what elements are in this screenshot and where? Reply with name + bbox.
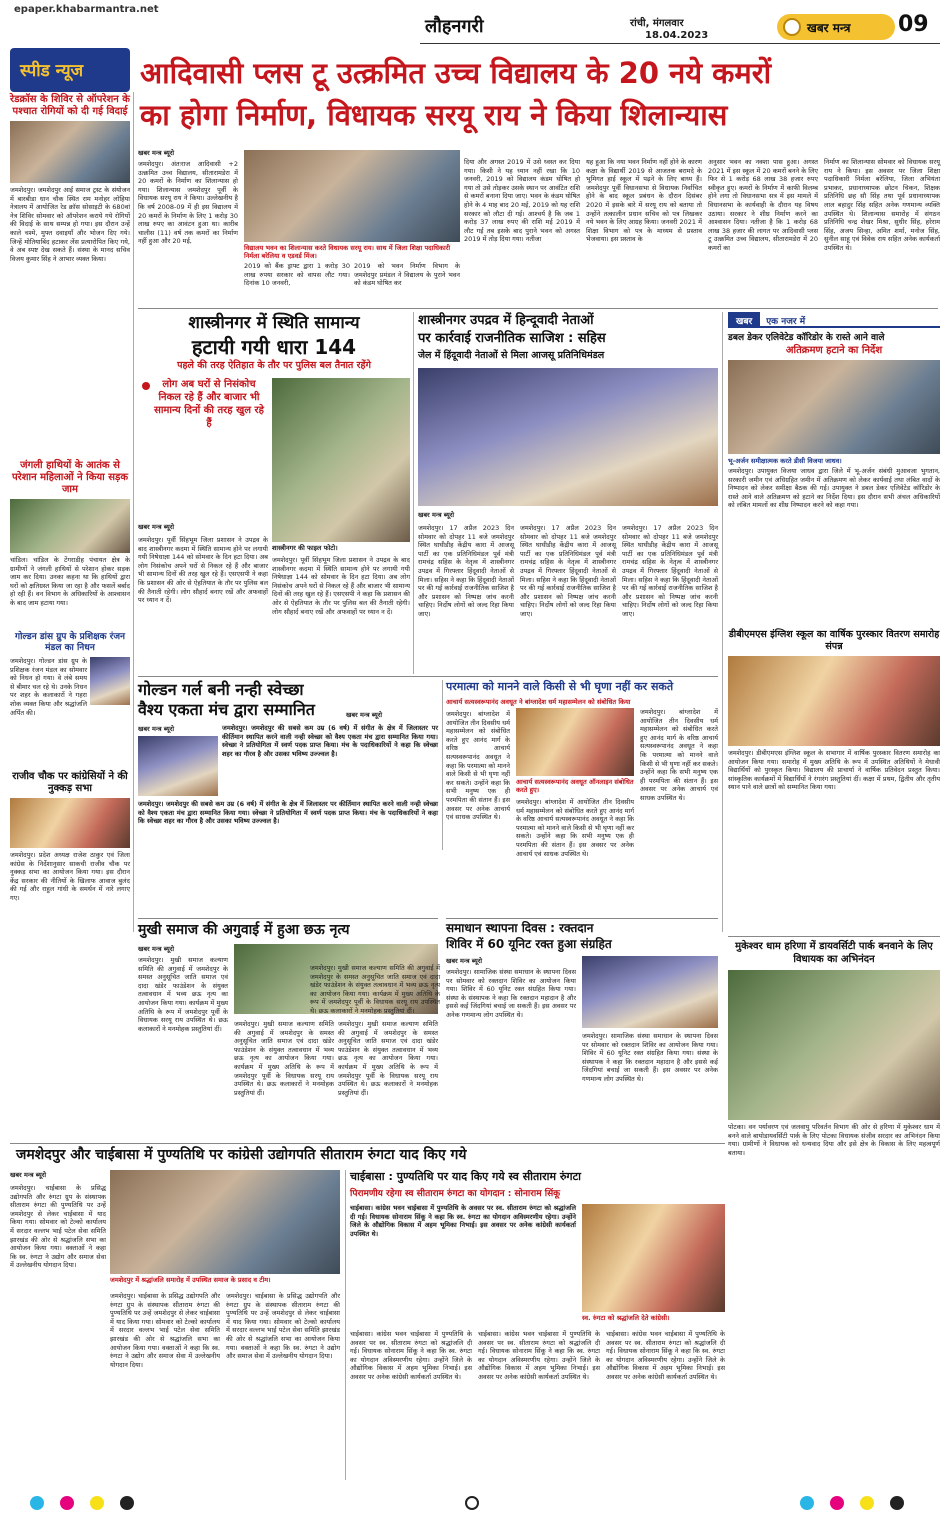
elevated-corridor-headline-1: डबल डेकर एलिवेटेड कॉरिडोर के रास्ते आने वाले — [728, 333, 885, 343]
mukhi-text-4: जमशेदपुर। मुखी समाज कल्याण समिति की अगुवाई में जमशेदपुर के समस्त अनुसूचित जाति समाज एवं दादा खंडेर फाउंडेशन के संयुक्त तत्वावधान में भव्य छऊ नृत्य का आयोजन किया गया। कार्यक्रम में मुख्य अतिथि के रूप में जमशेदपुर पूर्वी के विधायक सरयू राय उपस्थित थे। छऊ कलाकारों ने मनमोहक प्रस्तुतियां दीं। — [310, 964, 440, 1015]
golden-byline: खबर मन्त्र ब्यूरो — [138, 725, 175, 733]
chaibasa-text-1: चाईबासा। कांग्रेस भवन चाईबासा में पुण्यतिथि के अवसर पर स्व. सीताराम रुंगटा को श्रद्धांजलि दी गई। विधायक सोनाराम सिंकू ने कहा कि स्व. रुंगटा का योगदान अविस्मरणीय रहेगा। उन्होंने जिले के औद्योगिक विकास में अहम भूमिका निभाई। इस अवसर पर अनेक कांग्रेसी कार्यकर्ता उपस्थित थे। — [350, 1204, 576, 1238]
hindu-text-2: जमशेदपुर। 17 अप्रैल 2023 दिन सोमवार को दोपहर 11 बजे जमशेदपुर स्थित घाघीडीह केंद्रीय कारा में आजसू पार्टी का एक प्रतिनिधिमंडल पूर्व मंत्री रामचंद्र सहिस के नेतृत्व में शास्त्रीनगर उपद्रव में गिरफ्तार हिंदूवादी नेताओं से मिला। सहिस ने कहा कि हिंदूवादी नेताओं पर की गई कार्रवाई राजनीतिक साजिश है और प्रशासन को निष्पक्ष जांच करनी चाहिए। निर्दोष लोगों को जल्द रिहा किया जाए। — [520, 524, 616, 618]
rungta-story — [10, 1170, 725, 1480]
black-mark-right-icon — [890, 1496, 904, 1510]
shastri-photo-caption: शास्त्रीनगर की फाइल फोटो। — [272, 544, 338, 552]
shastri-story — [138, 312, 410, 672]
corridor-caption: भू-अर्जन समीक्षात्मक करते डीसी विजया जाधव। — [728, 457, 842, 465]
lead-col-3: 2019 को भवन निर्माण विभाग के जमशेदपुर प्रमंडल ने विद्यालय के पुराने भवन को कंडम घोषित कर — [354, 262, 460, 288]
parmatma-text-left: जमशेदपुर। बांग्लादेश में आयोजित तीन दिवसीय धर्म महासम्मेलन को संबोधित करते हुए आनंद मार्ग के वरिष्ठ आचार्य सत्यस्वरूपानंद अवधूत ने कहा कि परमात्मा को मानने वाले किसी से भी घृणा नहीं कर सकते। उन्होंने कहा कि सभी मनुष्य एक ही परमपिता की संतान हैं। इस अवसर पर अनेक आचार्य एवं साधक उपस्थित थे। — [446, 710, 510, 822]
redcross-photo — [10, 121, 130, 183]
shastri-pullquote-text: लोग अब घरों से निसंकोच निकल रहे हैं और बाजार भी सामान्य दिनों की तरह खुल रहे हैं — [154, 379, 264, 429]
parmatma-subhead: आचार्य सत्यस्वरूपानंद अवधूत ने बांग्लादेश धर्म महासम्मेलन को संबोधित किया — [446, 698, 631, 706]
shastri-headline-2: हटायी गयी धारा 144 — [191, 335, 357, 359]
mukhi-headline: मुखी समाज की अगुवाई में हुआ छऊ नृत्य — [138, 922, 350, 938]
dbms-headline: डीबीएमएस इंग्लिश स्कूल का वार्षिक पुरस्कार वितरण समारोह संपन्न — [728, 629, 940, 652]
page-number: 09 — [898, 12, 929, 37]
lead-col-1: जमशेदपुर। अंतःराज आदिवासी +2 उत्क्रमित उच्च विद्यालय, सीतारामडेरा में 20 कमरों के निर्माण का शिलान्यास हो गया। शिलान्यास जमशेदपुर पूर्वी के विधायक सरयू राय ने किया। उल्लेखनीय है कि वर्ष 2008-09 में ही इस विद्यालय में 20 कमरों के निर्माण के लिए 1 करोड़ 30 लाख रुपए का आवंटन हुआ था। कारीब चालीस (11) वर्ष तक कमरों का निर्माण नहीं हुआ और 20 मई, — [138, 160, 238, 246]
shastri-pullquote — [138, 378, 268, 478]
story-rajiv-chowk-text: जमशेदपुर। प्रदेश अध्यक्ष राजेश ठाकुर एवं जिला कांग्रेस के निर्देशानुसार साकची राजीव चौक पर नुक्कड़ सभा का आयोजन किया गया। इस दौरान केंद्र सरकार की नीतियों के खिलाफ आवाज बुलंद की गई और राहुल गांधी के समर्थन में नारे लगाए गए। — [10, 851, 130, 902]
footer-marks — [0, 1492, 945, 1517]
ranjan-mandal-photo — [90, 657, 130, 705]
story-golden-dance-text: जमशेदपुर। गोल्डन डांस ग्रुप के प्रशिक्षक रंजन मंडल का सोमवार को निधन हो गया। वे लंबे समय से बीमार चल रहे थे। उनके निधन पर शहर के कलाकारों ने गहरा शोक व्यक्त किया और श्रद्धांजलि अर्पित की। — [10, 657, 87, 717]
lead-col-7: निर्माण का शिलान्यास सोमवार को विधायक सरयू राय ने किया। इस अवसर पर जिला शिक्षा पदाधिकारी निर्मला बरेलिया, जिला अभियंता प्रभाकर, प्रधानाध्यापक छोटन चिकन, शिक्षक प्रतिनिधि छह सौ सिंह तथा पूर्व प्रधानाध्यापक लाल बहादुर सिंह सहित अनेक गणमान्य व्यक्ति उपस्थित थे। शिलान्यास समारोह में संगठन प्रतिनिधि चन्द्र शेखर मिश्रा, सुधीर सिंह, हरेराम सिंह, अजय सिन्हा, अमित शर्मा, मनोज सिंह, सुनील साहू एवं विवेक राय सहित अनेक कार्यकर्ता उपस्थित थे। — [824, 158, 940, 252]
hindu-text-1: जमशेदपुर। 17 अप्रैल 2023 दिन सोमवार को दोपहर 11 बजे जमशेदपुर स्थित घाघीडीह केंद्रीय कारा में आजसू पार्टी का एक प्रतिनिधिमंडल पूर्व मंत्री रामचंद्र सहिस के नेतृत्व में शास्त्रीनगर उपद्रव में गिरफ्तार हिंदूवादी नेताओं से मिला। सहिस ने कहा कि हिंदूवादी नेताओं पर की गई कार्रवाई राजनीतिक साजिश है और प्रशासन को निष्पक्ष जांच करनी चाहिए। निर्दोष लोगों को जल्द रिहा किया जाए। — [418, 524, 514, 618]
samadhan-text-1: जमशेदपुर। सामाजिक संस्था समाधान के स्थापना दिवस पर सोमवार को रक्तदान शिविर का आयोजन किया गया। शिविर में 60 यूनिट रक्त संग्रहित किया गया। संस्था के संस्थापक ने कहा कि रक्तदान महादान है और इससे कई जिंदगियां बचाई जा सकती हैं। इस अवसर पर अनेक गणमान्य लोग उपस्थित थे। — [446, 968, 576, 1019]
golden-story — [138, 680, 438, 916]
chaibasa-subhead: पिरामणीय रहेगा स्व सीताराम रुंगटा का योगदान : सोनाराम सिंकू — [350, 1189, 561, 1199]
rungta-text-1: जमशेदपुर। चाईबासा के प्रसिद्ध उद्योगपति और रुंगटा ग्रुप के संस्थापक सीताराम रुंगटा की पुण्यतिथि पर उन्हें जमशेदपुर से लेकर चाईबासा में याद किया गया। सोमवार को टेल्को कार्यालय में सरदार वल्लभ भाई पटेल सेवा समिति झारखंड की ओर से श्रद्धांजलि सभा का आयोजन किया गया। वक्ताओं ने कहा कि स्व. रुंगटा ने उद्योग और समाज सेवा में उल्लेखनीय योगदान दिया। — [10, 1184, 106, 1270]
lead-headline-2: का होगा निर्माण, विधायक सरयू राय ने किया शिलान्यास — [140, 98, 728, 132]
samadhan-headline-1: समाधान स्थापना दिवस : रक्तदान — [446, 921, 594, 935]
story-elephant-headline: जंगली हाथियों के आतंक से परेशान महिलाओं ने किया सड़क जाम — [11, 460, 129, 495]
hindu-story — [418, 312, 718, 672]
samadhan-headline-2: शिविर में 60 यूनिट रक्त हुआ संग्रहित — [446, 937, 612, 951]
dbms-text: जमशेदपुर। डीबीएमएस इंग्लिश स्कूल के सभागार में वार्षिक पुरस्कार वितरण समारोह का आयोजन किया गया। समारोह में मुख्य अतिथि के रूप में उपस्थित अतिथियों ने मेधावी विद्यार्थियों को पुरस्कृत किया। विद्यालय की प्राचार्या ने वार्षिक प्रतिवेदन प्रस्तुत किया। सांस्कृतिक कार्यक्रमों में विद्यार्थियों ने रंगारंग प्रस्तुतियां दीं। कक्षा में प्रथम, द्वितीय और तृतीय स्थान पाने वाले छात्रों को सम्मानित किया गया। — [728, 749, 940, 792]
golden-photo — [138, 736, 218, 796]
magenta-mark-icon — [60, 1496, 74, 1510]
chaibasa-text-4: चाईबासा। कांग्रेस भवन चाईबासा में पुण्यतिथि के अवसर पर स्व. सीताराम रुंगटा को श्रद्धांजलि दी गई। विधायक सोनाराम सिंकू ने कहा कि स्व. रुंगटा का योगदान अविस्मरणीय रहेगा। उन्होंने जिले के औद्योगिक विकास में अहम भूमिका निभाई। इस अवसर पर अनेक कांग्रेसी कार्यकर्ता उपस्थित थे। — [606, 1330, 725, 1381]
parmatma-photo — [516, 708, 634, 776]
issue-date: 18.04.2023 — [645, 30, 709, 41]
lead-byline: खबर मन्त्र ब्यूरो — [138, 149, 175, 157]
hindu-headline-1: शास्त्रीनगर उपद्रव में हिन्दूवादी नेताओं — [418, 313, 594, 328]
shastri-subhead: पहले की तरह ऐतिहात के तौर पर पुलिस बल तैनात रहेंगे — [177, 360, 371, 371]
golden-text-2: जमशेदपुर। जमशेदपुर की सबसे कम उम्र (6 वर्ष) में संगीत के क्षेत्र में जिलास्तर पर कीर्तिमान स्थापित करने वाली नन्ही स्वेच्छा को वैश्य एकता मंच द्वारा सम्मानित किया गया। स्वेच्छा ने प्रतियोगिता में स्वर्ण पदक प्राप्त किया। मंच के पदाधिकारियों ने कहा कि स्वेच्छा शहर का गौरव है और उसका भविष्य उज्ज्वल है। — [138, 800, 438, 826]
parmatma-headline: परमात्मा को मानने वाले किसी से भी घृणा नहीं कर सकते — [446, 680, 674, 693]
crosshair-icon — [465, 1496, 479, 1510]
yellow-mark-right-icon — [860, 1496, 874, 1510]
yellow-mark-icon — [90, 1496, 104, 1510]
site-url[interactable]: epaper.khabarmantra.net — [14, 4, 159, 15]
mukhi-text-2: जमशेदपुर। मुखी समाज कल्याण समिति की अगुवाई में जमशेदपुर के समस्त अनुसूचित जाति समाज एवं दादा खंडेर फाउंडेशन के संयुक्त तत्वावधान में भव्य छऊ नृत्य का आयोजन किया गया। कार्यक्रम में मुख्य अतिथि के रूप में जमशेदपुर पूर्वी के विधायक सरयू राय उपस्थित थे। छऊ कलाकारों ने मनमोहक प्रस्तुतियां दीं। — [234, 1020, 334, 1097]
brand-logo-icon — [783, 18, 801, 36]
black-mark-icon — [120, 1496, 134, 1510]
mukesh-text: पोटका। वन पर्यावरण एवं जलवायु परिवर्तन विभाग की ओर से हरिणा में मुकेश्वर धाम में बनने वाले बायोडायवर्सिटी पार्क के लिए पोटका विधायक संजीव सरदार का अभिनंदन किया गया। ग्रामीणों ने विधायक को धन्यवाद दिया और इसे क्षेत्र के विकास के लिए महत्वपूर्ण बताया। — [728, 1123, 940, 1157]
samadhan-text-2: जमशेदपुर। सामाजिक संस्था समाधान के स्थापना दिवस पर सोमवार को रक्तदान शिविर का आयोजन किया गया। शिविर में 60 यूनिट रक्त संग्रहित किया गया। संस्था के संस्थापक ने कहा कि रक्तदान महादान है और इससे कई जिंदगियां बचाई जा सकती हैं। इस अवसर पर अनेक गणमान्य लोग उपस्थित थे। — [582, 1032, 718, 1083]
khabar-tag-2: एक नजर में — [760, 312, 940, 328]
dbms-photo — [728, 656, 940, 746]
parmatma-text-1: जमशेदपुर। बांग्लादेश में आयोजित तीन दिवसीय धर्म महासम्मेलन को संबोधित करते हुए आनंद मार्ग के वरिष्ठ आचार्य सत्यस्वरूपानंद अवधूत ने कहा कि परमात्मा को मानने वाले किसी से भी घृणा नहीं कर सकते। उन्होंने कहा कि सभी मनुष्य एक ही परमपिता की संतान हैं। इस अवसर पर अनेक आचार्य एवं साधक उपस्थित थे। — [640, 708, 718, 802]
mukhi-text-1: जमशेदपुर। मुखी समाज कल्याण समिति की अगुवाई में जमशेदपुर के समस्त अनुसूचित जाति समाज एवं दादा खंडेर फाउंडेशन के संयुक्त तत्वावधान में भव्य छऊ नृत्य का आयोजन किया गया। कार्यक्रम में मुख्य अतिथि के रूप में जमशेदपुर पूर्वी के विधायक सरयू राय उपस्थित थे। छऊ कलाकारों ने मनमोहक प्रस्तुतियां दीं। — [138, 956, 228, 1033]
story-redcross-headline: रेडक्रॉस के शिविर से ऑपरेशन के पश्चात रोगियों को दी गई विदाई — [10, 94, 130, 117]
lead-col-2: 2019 को बैंक ड्राफ्ट द्वारा 1 करोड़ 30 लाख रुपया सरकार को वापस लौट गया। दिनांक 10 जनवरी, — [244, 262, 350, 288]
shastri-headline-1: शास्त्रीनगर में स्थिति सामान्य — [188, 313, 360, 333]
golden-text: जमशेदपुर। जमशेदपुर की सबसे कम उम्र (6 वर्ष) में संगीत के क्षेत्र में जिलास्तर पर कीर्तिमान स्थापित करने वाली नन्ही स्वेच्छा को वैश्य एकता मंच द्वारा सम्मानित किया गया। स्वेच्छा ने प्रतियोगिता में स्वर्ण पदक प्राप्त किया। मंच के पदाधिकारियों ने कहा कि स्वेच्छा शहर का गौरव है और उसका भविष्य उज्ज्वल है। — [222, 724, 438, 758]
story-rajiv-chowk-headline: राजीव चौक पर कांग्रेसियों ने की नुक्कड़ सभा — [12, 771, 128, 794]
chaibasa-headline: चाईबासा : पुण्यतिथि पर याद किए गये स्व सीताराम रुंगटा — [350, 1170, 582, 1183]
story-redcross-text: जमशेदपुर। जमशेदपुर आई समाज ट्रस्ट के संयोजन में बारबीडा धान चौक स्थित राम मनोहर लोहिया नेत्रालय में आयोजित रेड क्रॉस सोसाइटी के 680वां नेत्र शिविर सोमवार को ऑपरेशन कराये गये रोगियों की विदाई के साथ सम्पन्न हो गया। इस दौरान उन्हें काले चश्मे, मुफ्त दवाइयाँ और भोजन दिए गये। जिन्हें मोतियाबिंद हटाकर लेंस प्रत्यारोपित किए गये, वे अब स्पष्ट देख सकते हैं। संस्था के मानद सचिव विजय कुमार सिंह ने आभार व्यक्त किया। — [10, 186, 130, 263]
lead-photo-caption: विद्यालय भवन का शिलान्यास करते विधायक सरयू राय। साथ में जिला शिक्षा पदाधिकारी निर्मला बरेलिया व एडवर्ड मिंज। — [244, 244, 451, 260]
mukesh-headline: मुकेश्वर धाम हरिणा में डायवर्सिटी पार्क बनवाने के लिए विधायक का अभिनंदन — [735, 941, 933, 965]
story-golden-dance-headline: गोल्डन डांस ग्रुप के प्रशिक्षक रंजन मंडल का निधन — [15, 632, 125, 653]
shastri-text-2: जमशेदपुर। पूर्वी सिंहभूम जिला प्रशासन ने उपद्रव के बाद शास्त्रीनगर कदमा में स्थिति सामान्य होने पर लगायी गयी निषेधाज्ञा 144 को सोमवार के दिन हटा दिया। अब लोग निसंकोच अपने घरों से निकल रहे हैं और बाजार भी सामान्य दिनों की तरह खुल रहे हैं। एसएसपी ने कहा कि प्रशासन की ओर से ऐहतियात के तौर पर पुलिस बल की तैनाती रहेगी। लोग सौहार्द बनाए रखें और अफवाहों पर ध्यान न दें। — [272, 556, 410, 616]
chaibasa-photo — [582, 1204, 725, 1312]
section-name: लौहनगरी — [425, 16, 484, 37]
elephant-photo — [10, 499, 130, 553]
parmatma-byline: खबर मन्त्र ब्यूरो — [346, 711, 383, 719]
hindu-subhead: जेल में हिंदूवादी नेताओं से मिला आजसू प्रतिनिधिमंडल — [418, 350, 605, 361]
hindu-text-3: जमशेदपुर। 17 अप्रैल 2023 दिन सोमवार को दोपहर 11 बजे जमशेदपुर स्थित घाघीडीह केंद्रीय कारा में आजसू पार्टी का एक प्रतिनिधिमंडल पूर्व मंत्री रामचंद्र सहिस के नेतृत्व में शास्त्रीनगर उपद्रव में गिरफ्तार हिंदूवादी नेताओं से मिला। सहिस ने कहा कि हिंदूवादी नेताओं पर की गई कार्रवाई राजनीतिक साजिश है और प्रशासन को निष्पक्ष जांच करनी चाहिए। निर्दोष लोगों को जल्द रिहा किया जाए। — [622, 524, 718, 618]
hindu-byline: खबर मन्त्र ब्यूरो — [418, 511, 455, 519]
rungta-headline: जमशेदपुर और चाईबासा में पुण्यतिथि पर कांग्रेसी उद्योगपति सीताराम रुंगटा याद किए गये — [16, 1147, 467, 1163]
parmatma-caption: आचार्य सत्यस्वरूपानंद अवधूत ऑनलाइन संबोधित करते हुए। — [516, 778, 634, 794]
lead-col-4: दिया और अगस्त 2019 में उसे ध्वस्त कर दिया गया। किसी ने यह ध्यान नहीं रखा कि 10 जनवरी, 2019 को विद्यालय कंडम घोषित हो गया तो उसे तोड़कर उसके स्थान पर आवंटित राशि से कमरों बनाना दिया जाए। भवन के कंडम घोषित होने के 4 माह बाद 20 मई, 2019 को यह राशि सरकार को लौटा दी गई। आश्चर्य है कि जब 1 करोड़ 37 लाख रुपए की राशि मई 2019 में लौट गई तब इसके बाद पुराने भवन को अगस्त 2019 में तोड़ दिया गया। नतीजा — [464, 158, 581, 244]
lead-story — [138, 148, 940, 306]
rungta-text-3: जमशेदपुर। चाईबासा के प्रसिद्ध उद्योगपति और रुंगटा ग्रुप के संस्थापक सीताराम रुंगटा की पुण्यतिथि पर उन्हें जमशेदपुर से लेकर चाईबासा में याद किया गया। सोमवार को टेल्को कार्यालय में सरदार वल्लभ भाई पटेल सेवा समिति झारखंड की ओर से श्रद्धांजलि सभा का आयोजन किया गया। वक्ताओं ने कहा कि स्व. रुंगटा ने उद्योग और समाज सेवा में उल्लेखनीय योगदान दिया। — [226, 1292, 340, 1361]
mukhi-text-3: जमशेदपुर। मुखी समाज कल्याण समिति की अगुवाई में जमशेदपुर के समस्त अनुसूचित जाति समाज एवं दादा खंडेर फाउंडेशन के संयुक्त तत्वावधान में भव्य छऊ नृत्य का आयोजन किया गया। कार्यक्रम में मुख्य अतिथि के रूप में जमशेदपुर पूर्वी के विधायक सरयू राय उपस्थित थे। छऊ कलाकारों ने मनमोहक प्रस्तुतियां दीं। — [338, 1020, 438, 1097]
rungta-byline: खबर मन्त्र ब्यूरो — [10, 1171, 47, 1179]
rungta-caption: जमशेदपुर में श्रद्धांजलि समारोह में उपस्थित समाज के प्रसाद व टीम। — [110, 1276, 271, 1284]
corridor-text: जमशेदपुर। उपायुक्त विजया जाधव द्वारा जिले में भू-अर्जन संबंधी मुआवजा भुगतान, सरकारी जमीन एवं अधिग्रहित जमीन में अतिक्रमण को लेकर कार्यवाई तथा लंबित वादों के निष्पादन को लेकर समीक्षा बैठक की गई। उपायुक्त ने डबल डेकर एलिवेटेड कॉरिडोर के रास्ते आने वाले अतिक्रमण को हटाने का निर्देश दिया। इस दौरान सभी अंचल अधिकारियों को लंबित मामलों का शीघ्र निष्पादन करने को कहा गया। — [728, 467, 940, 510]
brand-badge — [777, 14, 895, 40]
shastri-text-1: जमशेदपुर। पूर्वी सिंहभूम जिला प्रशासन ने उपद्रव के बाद शास्त्रीनगर कदमा में स्थिति सामान्य होने पर लगायी गयी निषेधाज्ञा 144 को सोमवार के दिन हटा दिया। अब लोग निसंकोच अपने घरों से निकल रहे हैं और बाजार भी सामान्य दिनों की तरह खुल रहे हैं। एसएसपी ने कहा कि प्रशासन की ओर से ऐहतियात के तौर पर पुलिस बल की तैनाती रहेगी। लोग सौहार्द बनाए रखें और अफवाहों पर ध्यान न दें। — [138, 536, 268, 605]
chaibasa-caption: स्व. रुंगटा को श्रद्धांजलि देते कांग्रेसी। — [582, 1314, 670, 1322]
story-elephant-text: चांडिल। चांडिल के टेंगराडीह पंचायत क्षेत्र के ग्रामीणों ने जंगली हाथियों से परेशान होकर सड़क जाम कर दिया। उनका कहना था कि हाथियों द्वारा घरों को क्षतिग्रस्त किया जा रहा है और फसलें बर्बाद हो रही हैं। वन विभाग के अधिकारियों के आश्वासन के बाद जाम हटाया गया। — [10, 556, 130, 607]
quote-bullet-icon — [142, 382, 150, 390]
speed-news-badge — [10, 48, 130, 92]
lead-photo — [244, 150, 460, 242]
lead-headline-1: आदिवासी प्लस टू उत्क्रमित उच्च विद्यालय के 20 नये कमरों — [140, 56, 772, 90]
hindu-headline-2: पर कार्रवाई राजनीतिक साजिश : सहिस — [418, 331, 606, 346]
samadhan-photo — [582, 956, 718, 1028]
cyan-mark-icon — [30, 1496, 44, 1510]
speed-news-label: स्पीड न्यूज — [20, 61, 84, 81]
hindu-photo — [418, 368, 718, 506]
khabar-tag: खबर — [728, 312, 760, 328]
golden-headline-1: गोल्डन गर्ल बनी नन्ही स्वेच्छा — [138, 680, 304, 699]
samadhan-story — [446, 920, 718, 1140]
samadhan-byline: खबर मन्त्र ब्यूरो — [446, 957, 483, 965]
golden-headline-2: वैश्य एकता मंच द्वारा सम्मानित — [138, 700, 315, 719]
brand-name: खबर मन्त्र — [807, 21, 851, 35]
corridor-photo — [728, 360, 940, 454]
mukesh-story — [728, 940, 940, 1500]
magenta-mark-right-icon — [830, 1496, 844, 1510]
masthead — [0, 0, 945, 46]
left-column — [10, 94, 130, 932]
parmatma-text-2: जमशेदपुर। बांग्लादेश में आयोजित तीन दिवसीय धर्म महासम्मेलन को संबोधित करते हुए आनंद मार्ग के वरिष्ठ आचार्य सत्यस्वरूपानंद अवधूत ने कहा कि परमात्मा को मानने वाले किसी से भी घृणा नहीं कर सकते। उन्होंने कहा कि सभी मनुष्य एक ही परमपिता की संतान हैं। इस अवसर पर अनेक आचार्य एवं साधक उपस्थित थे। — [516, 798, 634, 858]
shastri-byline: खबर मन्त्र ब्यूरो — [138, 523, 175, 531]
rajiv-chowk-photo — [10, 798, 130, 848]
chaibasa-text-2: चाईबासा। कांग्रेस भवन चाईबासा में पुण्यतिथि के अवसर पर स्व. सीताराम रुंगटा को श्रद्धांजलि दी गई। विधायक सोनाराम सिंकू ने कहा कि स्व. रुंगटा का योगदान अविस्मरणीय रहेगा। उन्होंने जिले के औद्योगिक विकास में अहम भूमिका निभाई। इस अवसर पर अनेक कांग्रेसी कार्यकर्ता उपस्थित थे। — [350, 1330, 472, 1381]
khabar-box — [728, 312, 940, 936]
mukhi-byline: खबर मन्त्र ब्यूरो — [138, 945, 175, 953]
rungta-text-2: जमशेदपुर। चाईबासा के प्रसिद्ध उद्योगपति और रुंगटा ग्रुप के संस्थापक सीताराम रुंगटा की पुण्यतिथि पर उन्हें जमशेदपुर से लेकर चाईबासा में याद किया गया। सोमवार को टेल्को कार्यालय में सरदार वल्लभ भाई पटेल सेवा समिति झारखंड की ओर से श्रद्धांजलि सभा का आयोजन किया गया। वक्ताओं ने कहा कि स्व. रुंगटा ने उद्योग और समाज सेवा में उल्लेखनीय योगदान दिया। — [110, 1292, 220, 1369]
elevated-corridor-headline-2: अतिक्रमण हटाने का निर्देश — [785, 345, 883, 356]
chaibasa-text-3: चाईबासा। कांग्रेस भवन चाईबासा में पुण्यतिथि के अवसर पर स्व. सीताराम रुंगटा को श्रद्धांजलि दी गई। विधायक सोनाराम सिंकू ने कहा कि स्व. रुंगटा का योगदान अविस्मरणीय रहेगा। उन्होंने जिले के औद्योगिक विकास में अहम भूमिका निभाई। इस अवसर पर अनेक कांग्रेसी कार्यकर्ता उपस्थित थे। — [478, 1330, 600, 1381]
lead-col-6: अनुसार भवन का नक्शा पास हुआ। अगस्त 2021 में इस स्कूल में 20 कमरों बनने के लिए फिर से 1 करोड़ 68 लाख 38 हजार रुपए स्वीकृत हुए। कमरों के निर्माण में काफी विलम्ब होने लगा तो विधानसभा सत्र में इस मामले में विधानसभा के कार्यवाही के दौरान यह विषय उठाया। सरकार ने शीघ्र निर्माण करने का आश्वासन दिया। नतीजा है कि 1 करोड़ 68 लाख 38 हजार की लागत पर आदिवासी प्लस टू उत्क्रमित उच्च विद्यालय, सीतारामडेरा में 20 कमरों का — [708, 158, 818, 252]
cyan-mark-right-icon — [800, 1496, 814, 1510]
rungta-photo — [110, 1170, 340, 1274]
mukesh-photo — [728, 970, 940, 1120]
lead-col-5: यह हुआ कि नया भवन निर्माण नहीं होने के कारण कक्षा के विद्यार्थी 2019 से आजतक बरामदे के भूमिगत हाई स्कूल में पढ़ने के लिए बाध्य हैं। जमशेदपुर पूर्वी विधानसभा से विधायक निर्वाचित होने के बाद स्कूल प्रबंधन के दौरान दिसंबर 2020 में इसके बारे में सरयू राय को बताया तो उन्होंने तत्कालीन प्रधान सचिव को पत्र लिखकर नये भवन के लिए आग्रह किया। जनवरी 2021 में शिक्षा विभाग को पत्र के माध्यम से प्रस्ताव भेजवाया। इस प्रस्ताव के — [586, 158, 702, 244]
shastri-photo — [272, 378, 410, 542]
place-day: रांची, मंगलवार — [630, 18, 684, 29]
